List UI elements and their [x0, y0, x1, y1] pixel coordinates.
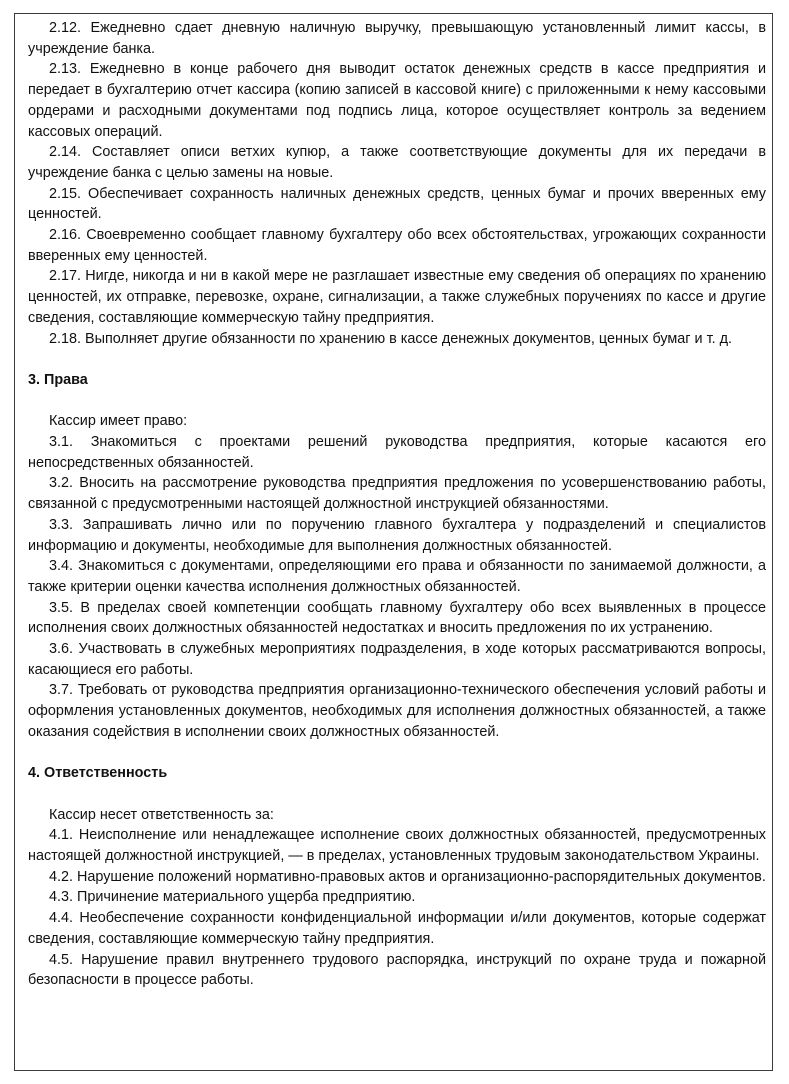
duty-item-2-13: 2.13. Ежедневно в конце рабочего дня выводит остаток денежных средств в кассе предприятия и передает в бухгалтерию отчет кассира (копию записей в кассовой книге) с приложенными к нему кассовыми ордерами и расходными документами под подпись лица, которое осуществляет контроль за ведением кассовых операций.	[28, 61, 766, 140]
responsibility-intro: Кассир несет ответственность за:	[49, 806, 274, 823]
responsibility-item-4-1: 4.1. Неисполнение или ненадлежащее исполнение своих должностных обязанностей, предусмотренных настоящей должностной инструкцией, — в пределах, установленных трудовым законодательством Украины.	[28, 827, 766, 865]
document-page	[14, 13, 773, 1071]
duty-item-2-17: 2.17. Нигде, никогда и ни в какой мере не разглашает известные ему сведения об операциях по хранению ценностей, их отправке, перевозке, охране, сигнализации, а также служебных поручениях по кассе и другие сведения, составляющие коммерческую тайну предприятия.	[28, 268, 766, 326]
rights-item-3-3: 3.3. Запрашивать лично или по поручению главного бухгалтера у подразделений и специалистов информацию и документы, необходимые для выполнения должностных обязанностей.	[28, 516, 766, 554]
rights-item-3-2: 3.2. Вносить на рассмотрение руководства предприятия предложения по усовершенствованию работы, связанной с предусмотренными настоящей должностной инструкцией обязанностями.	[28, 475, 766, 513]
duty-item-2-12: 2.12. Ежедневно сдает дневную наличную выручку, превышающую установленный лимит кассы, в учреждение банка.	[28, 20, 766, 57]
duty-item-2-18: 2.18. Выполняет другие обязанности по хранению в кассе денежных документов, ценных бумаг и т. д.	[49, 330, 732, 347]
duties-section	[28, 18, 766, 349]
duty-item-2-14: 2.14. Составляет описи ветхих купюр, а также соответствующие документы для их передачи в учреждение банка с целью замены на новые.	[28, 144, 766, 181]
rights-item-3-5: 3.5. В пределах своей компетенции сообщать главному бухгалтеру обо всех выявленных в процессе исполнения своих должностных обязанностей недостатках и вносить предложения по их устранению.	[28, 599, 766, 637]
section-heading-rights: 3. Права	[28, 371, 88, 388]
responsibility-item-4-5: 4.5. Нарушение правил внутреннего трудового распорядка, инструкций по охране труда и пожарной безопасности в процессе работы.	[28, 951, 766, 989]
rights-item-3-1: 3.1. Знакомиться с проектами решений руководства предприятия, которые касаются его непосредственных обязанностей.	[28, 434, 766, 471]
duty-item-2-16: 2.16. Своевременно сообщает главному бухгалтеру обо всех обстоятельствах, угрожающих сохранности вверенных ему ценностей.	[28, 227, 766, 264]
responsibility-item-4-3: 4.3. Причинение материального ущерба предприятию.	[49, 889, 416, 906]
responsibility-section	[28, 763, 766, 991]
rights-intro: Кассир имеет право:	[49, 413, 188, 430]
rights-item-3-7: 3.7. Требовать от руководства предприятия организационно-технического обеспечения условий работы и оформления установленных документов, необходимых для исполнения должностных обязанностей, а также оказания содействия в исполнении своих должностных обязанностей.	[28, 682, 766, 740]
duty-item-2-15: 2.15. Обеспечивает сохранность наличных денежных средств, ценных бумаг и прочих вверенных ему ценностей.	[28, 185, 766, 223]
rights-item-3-6: 3.6. Участвовать в служебных мероприятиях подразделения, в ходе которых рассматриваются вопросы, касающиеся его работы.	[28, 641, 766, 678]
responsibility-item-4-4: 4.4. Необеспечение сохранности конфиденциальной информации и/или документов, которые содержат сведения, составляющие коммерческую тайну предприятия.	[28, 910, 766, 947]
responsibility-item-4-2: 4.2. Нарушение положений нормативно-правовых актов и организационно-распорядительных документов.	[49, 868, 766, 885]
section-heading-responsibility: 4. Ответственность	[28, 765, 168, 782]
rights-item-3-4: 3.4. Знакомиться с документами, определяющими его права и обязанности по занимаемой должности, а также критерии оценки качества исполнения должностных обязанностей.	[28, 558, 766, 595]
rights-section	[28, 370, 766, 743]
